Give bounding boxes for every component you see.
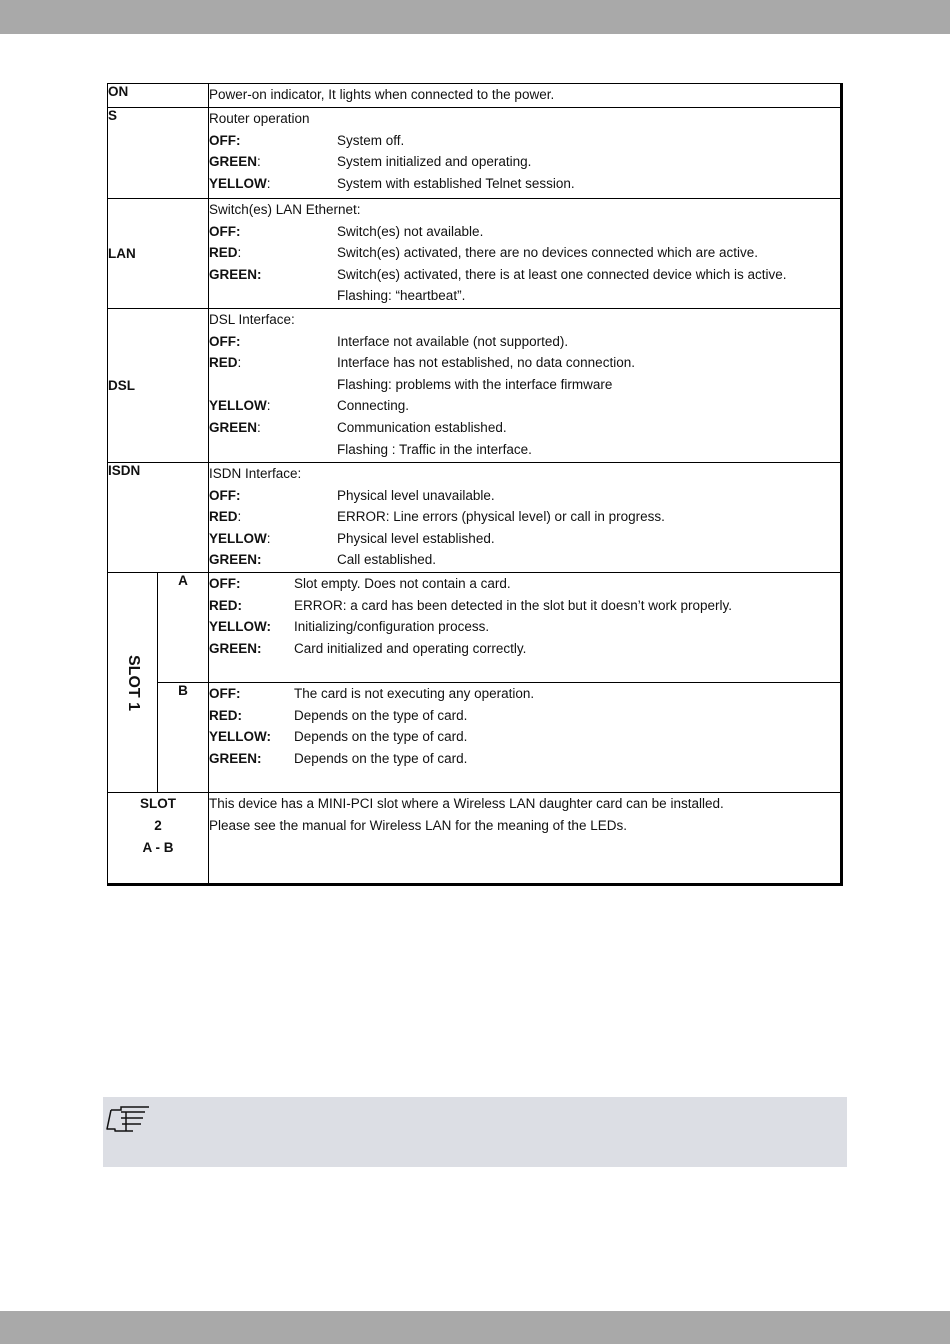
status-key-text: YELLOW: (209, 619, 271, 635)
led-description (209, 309, 842, 463)
status-description: Connecting. (337, 398, 410, 414)
status-key-text: OFF: (209, 487, 241, 503)
status-description: System initialized and operating. (337, 154, 532, 170)
status-description: Initializing/configuration process. (294, 619, 490, 635)
description-line (209, 705, 840, 727)
led-name: ISDN (108, 463, 209, 573)
status-description: DSL Interface: (209, 312, 295, 327)
description-line (209, 221, 840, 243)
status-key (209, 506, 337, 528)
status-key (209, 173, 337, 195)
description-line: Please see the manual for Wireless LAN for the meaning of the LEDs. (209, 817, 627, 833)
led-description (209, 683, 842, 793)
page-header-bar (0, 0, 950, 34)
status-key (209, 221, 337, 243)
led-description (209, 463, 842, 573)
status-key (209, 331, 337, 353)
status-key-suffix: : (257, 419, 261, 435)
status-key-text: YELLOW: (209, 729, 271, 745)
description-line (209, 151, 840, 173)
status-key (209, 595, 294, 617)
slot2-label-line: A - B (142, 840, 174, 855)
status-key-text: YELLOW (209, 175, 267, 191)
description-line: This device has a MINI-PCI slot where a Wireless LAN daughter card can be installed. (209, 796, 724, 811)
slot2-description (209, 793, 842, 885)
status-key (209, 417, 337, 439)
led-description (209, 108, 842, 199)
status-description: Power-on indicator, It lights when connected to the power. (209, 87, 555, 102)
status-key-suffix: : (266, 175, 271, 191)
description-line (209, 130, 840, 152)
status-description: ERROR: Line errors (physical level) or call in progress. (337, 509, 665, 525)
description-line (209, 309, 840, 331)
status-key-suffix: : (237, 245, 242, 261)
status-description: Switch(es) activated, there are no devices connected which are active. (337, 245, 758, 261)
status-key-text: RED (209, 245, 238, 261)
description-line (209, 463, 840, 485)
status-description: The card is not executing any operation. (294, 686, 535, 701)
description-line (209, 528, 840, 550)
status-description: Interface not available (not supported). (337, 333, 569, 349)
description-line (209, 506, 840, 528)
status-key-text: YELLOW (209, 398, 267, 414)
description-line (209, 439, 840, 461)
led-name: S (108, 108, 209, 199)
status-key-text: GREEN: (209, 640, 262, 656)
slot1-label: SLOT 1 (124, 654, 142, 711)
description-line (209, 549, 840, 571)
status-description: ERROR: a card has been detected in the slot but it doesn’t work properly. (294, 597, 732, 613)
status-key-text: RED (209, 509, 238, 525)
status-description: Depends on the type of card. (294, 750, 468, 766)
status-key (209, 726, 294, 748)
status-key-suffix: : (237, 355, 242, 371)
status-key (209, 352, 337, 374)
led-name: ON (108, 84, 209, 108)
description-line (209, 748, 840, 770)
status-key-suffix: : (266, 398, 271, 414)
status-key-text: OFF: (209, 576, 241, 591)
status-key-text: YELLOW (209, 530, 267, 546)
led-row-on (108, 84, 842, 108)
status-key-text: OFF: (209, 223, 241, 239)
status-key-suffix: : (237, 509, 242, 525)
led-row-slot1-b (108, 683, 842, 793)
status-key (209, 151, 337, 173)
led-description (209, 199, 842, 309)
led-row-slot2 (108, 793, 842, 885)
description-line (209, 84, 840, 106)
led-row-s (108, 108, 842, 199)
led-row-slot1-a (108, 573, 842, 683)
status-description: Switch(es) LAN Ethernet: (209, 202, 361, 217)
page-footer-bar (0, 1311, 950, 1344)
status-key-suffix: : (266, 530, 271, 546)
led-name: DSL (108, 309, 209, 463)
status-description: Depends on the type of card. (294, 707, 468, 723)
status-description: ISDN Interface: (209, 466, 302, 481)
note-box (103, 1097, 847, 1167)
status-key (209, 638, 294, 660)
status-description: System with established Telnet session. (337, 175, 575, 191)
status-key (209, 683, 294, 705)
description-line (209, 485, 840, 507)
status-key-suffix: : (257, 154, 261, 170)
status-key-text: GREEN: (209, 552, 262, 568)
status-key-text: RED (209, 355, 238, 371)
slot2-label (108, 793, 209, 885)
description-line (209, 331, 840, 353)
status-key (209, 485, 337, 507)
description-line (209, 417, 840, 439)
pointing-hand-icon (105, 1105, 151, 1133)
status-description: Switch(es) activated, there is at least one connected device which is active. (337, 266, 787, 282)
description-line (209, 595, 840, 617)
description-line (209, 173, 840, 195)
description-line (209, 352, 840, 374)
status-key (209, 748, 294, 770)
status-key (209, 549, 337, 571)
status-description: Communication established. (337, 419, 507, 435)
status-key (209, 573, 294, 595)
slot2-label-line: SLOT (140, 796, 176, 811)
led-name: LAN (108, 199, 209, 309)
slot1-cell (108, 573, 158, 793)
status-key (209, 528, 337, 550)
status-key-text: OFF: (209, 686, 241, 701)
slot2-label-line: 2 (154, 818, 162, 833)
status-key-text: GREEN (209, 154, 258, 170)
status-description: Call established. (337, 552, 437, 568)
led-description (209, 573, 842, 683)
description-line (209, 374, 840, 396)
status-description: Flashing: “heartbeat”. (337, 288, 466, 304)
status-description: Interface has not established, no data connection. (337, 355, 635, 371)
status-key (209, 705, 294, 727)
slot1-sub-a: A (158, 573, 209, 683)
led-row-lan (108, 199, 842, 309)
status-key-text: OFF: (209, 132, 241, 148)
status-key (209, 616, 294, 638)
status-description: Depends on the type of card. (294, 729, 468, 745)
status-description: Slot empty. Does not contain a card. (294, 576, 511, 591)
status-description: Card initialized and operating correctly. (294, 640, 527, 656)
description-line (209, 199, 840, 221)
led-row-isdn (108, 463, 842, 573)
status-description: Router operation (209, 111, 310, 126)
description-line (209, 285, 840, 307)
description-line (209, 683, 840, 705)
description-line (209, 108, 840, 130)
description-line (209, 616, 840, 638)
led-indicator-table (107, 83, 843, 886)
description-line (209, 242, 840, 264)
status-key-text: OFF: (209, 333, 241, 349)
description-line (209, 264, 840, 286)
status-key-text: GREEN (209, 419, 258, 435)
status-description: System off. (337, 132, 405, 148)
status-key (209, 242, 337, 264)
status-key-text: RED: (209, 707, 242, 723)
status-key-text: GREEN: (209, 750, 262, 766)
led-description (209, 84, 842, 108)
status-description: Flashing: problems with the interface firmware (337, 376, 613, 392)
led-row-dsl (108, 309, 842, 463)
status-key-text: RED: (209, 597, 242, 613)
status-description: Switch(es) not available. (337, 223, 484, 239)
status-description: Physical level unavailable. (337, 487, 495, 503)
description-line (209, 726, 840, 748)
status-key-text: GREEN: (209, 266, 262, 282)
slot1-sub-b: B (158, 683, 209, 793)
description-line (209, 638, 840, 660)
description-line (209, 395, 840, 417)
description-line (209, 573, 840, 595)
status-description: Flashing : Traffic in the interface. (337, 441, 532, 457)
status-description: Physical level established. (337, 530, 495, 546)
status-key (209, 395, 337, 417)
status-key (209, 264, 337, 286)
status-key (209, 130, 337, 152)
